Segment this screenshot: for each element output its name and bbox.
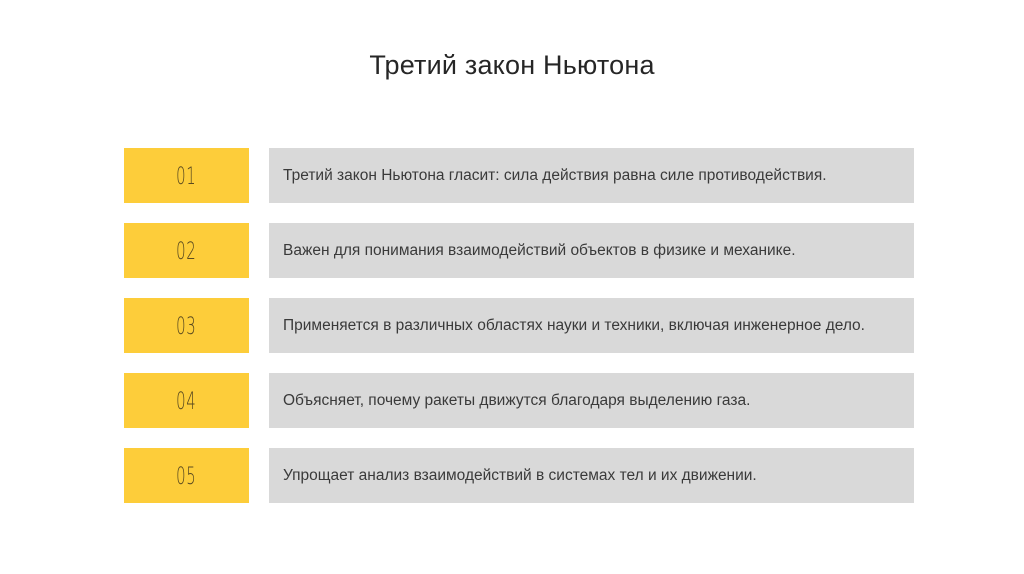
number-badge <box>124 223 249 278</box>
slide-title: Третий закон Ньютона <box>369 50 655 80</box>
list-item <box>124 148 914 203</box>
item-text-box <box>269 448 914 503</box>
item-number: 05 <box>176 461 197 490</box>
item-text-box <box>269 223 914 278</box>
item-text: Важен для понимания взаимодействий объектов в физике и механике. <box>283 241 796 259</box>
item-text: Объясняет, почему ракеты движутся благодаря выделению газа. <box>283 391 751 409</box>
list-item <box>124 448 914 503</box>
item-text: Применяется в различных областях науки и техники, включая инженерное дело. <box>283 316 865 334</box>
number-badge <box>124 448 249 503</box>
number-badge <box>124 148 249 203</box>
item-text-box <box>269 148 914 203</box>
item-number: 01 <box>176 161 197 190</box>
item-text: Третий закон Ньютона гласит: сила действия равна силе противодействия. <box>283 166 827 184</box>
item-text: Упрощает анализ взаимодействий в системах тел и их движении. <box>283 466 757 484</box>
item-text-box <box>269 298 914 353</box>
list-item <box>124 373 914 428</box>
item-number: 03 <box>176 311 197 340</box>
list-item <box>124 223 914 278</box>
number-badge <box>124 298 249 353</box>
item-text-box <box>269 373 914 428</box>
list-item <box>124 298 914 353</box>
item-number: 04 <box>176 386 197 415</box>
number-badge <box>124 373 249 428</box>
item-number: 02 <box>176 236 197 265</box>
